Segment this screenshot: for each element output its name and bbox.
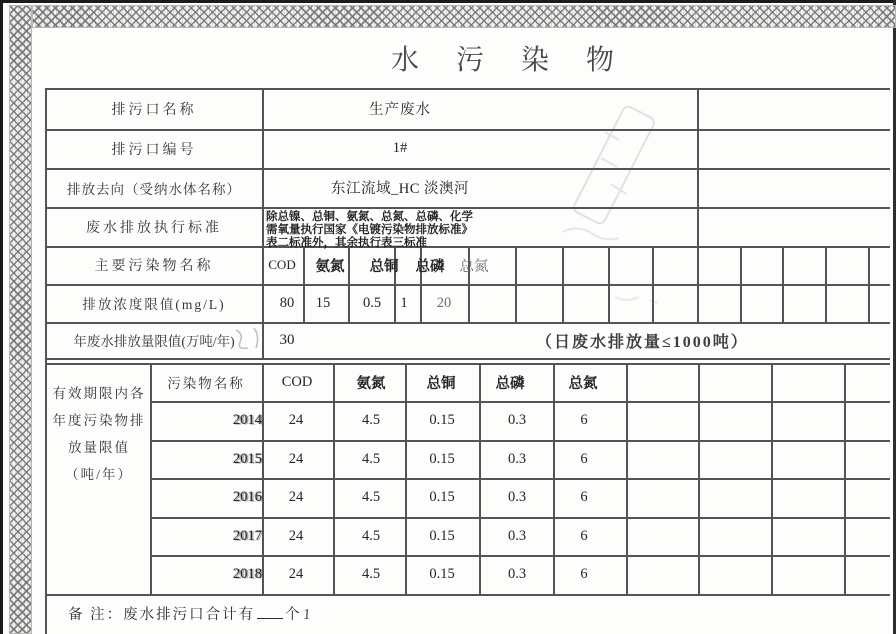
limit-cu: 0.15: [429, 527, 455, 544]
limit-value-cu: 0.5: [362, 294, 382, 311]
table-line: [553, 363, 555, 594]
field-value-outlet-number: 1#: [392, 140, 408, 156]
pollutant-header-cod: COD: [268, 257, 296, 272]
field-label-annual-volume: 年废水排放量限值(万吨/年): [73, 334, 235, 349]
limit-p: 0.3: [507, 566, 527, 582]
handwriting-artifact: [230, 324, 270, 354]
limit-cod: 24: [288, 527, 304, 544]
field-label-outlet-number: 排污口编号: [111, 142, 197, 158]
table-line: [844, 363, 846, 594]
limit-cu: 0.15: [429, 489, 455, 505]
table-line: [45, 358, 890, 360]
limit-cod: 24: [288, 566, 304, 582]
table-line: [562, 246, 564, 322]
field-value-discharge-destination: 东江流域_HC 淡澳河: [330, 181, 470, 197]
limit-n: 6: [580, 450, 588, 467]
subtable-header-p: 总磷: [495, 375, 525, 392]
field-label-outlet-name: 排污口名称: [111, 102, 197, 118]
page-title: 水 污 染 物: [390, 45, 629, 76]
limit-value-p: 1: [400, 294, 408, 311]
blank-line: [257, 604, 283, 619]
standard-line: 需氧量执行国家《电镀污染物排放标准》: [266, 224, 473, 236]
limit-nh3n: 4.5: [361, 566, 381, 582]
standard-line: 表二标准外，其余执行表三标准: [266, 237, 427, 249]
table-line: [652, 246, 654, 322]
table-line: [333, 363, 335, 594]
label-line: 年度污染物排: [52, 413, 146, 428]
field-value-outlet-name: 生产废水: [369, 102, 431, 118]
limit-nh3n: 4.5: [361, 527, 381, 544]
table-line: [698, 363, 700, 594]
limit-value-n: 20: [436, 294, 452, 311]
table-line: [771, 363, 773, 594]
limit-cu: 0.15: [429, 412, 455, 428]
limit-cod: 24: [288, 450, 304, 467]
field-value-annual-volume: 30: [279, 331, 295, 348]
decorative-border-left: [9, 5, 32, 634]
remark-label: 备 注：: [68, 607, 124, 623]
year-cell: 2015: [233, 450, 262, 467]
subtable-header-nh3n: 氨氮: [356, 375, 386, 392]
table-line: [782, 246, 784, 322]
limit-nh3n: 4.5: [361, 412, 381, 428]
scan-edge-left: [0, 0, 3, 634]
field-label-discharge-standard: 废水排放执行标准: [86, 220, 222, 236]
remark-text: 废水排污口合计有: [123, 607, 256, 623]
limit-p: 0.3: [507, 412, 527, 428]
subtable-header-cod: COD: [281, 373, 313, 390]
scan-edge-top: [0, 0, 896, 3]
field-label-discharge-destination: 排放去向（受纳水体名称）: [67, 181, 241, 197]
subtable-header-pollutant-name: 污染物名称: [167, 376, 245, 391]
table-line: [608, 246, 610, 322]
daily-volume-stamp-note: （日废水排放量≤1000吨）: [536, 334, 749, 351]
table-line: [479, 363, 481, 594]
decorative-border-top: [32, 5, 896, 28]
label-line: 放量限值: [68, 440, 130, 455]
label-line: （吨/年）: [65, 467, 133, 482]
subtable-header-n: 总氮: [568, 375, 598, 392]
pollutant-header-n: 总氮: [459, 258, 489, 275]
subtable-header-cu: 总铜: [426, 375, 456, 392]
limit-n: 6: [580, 489, 588, 505]
table-line: [626, 363, 628, 594]
table-line: [740, 246, 742, 322]
year-cell: 2017: [233, 527, 262, 544]
pollutant-header-nh3n: 氨氮: [315, 258, 345, 275]
field-label-concentration-limit: 排放浓度限值(mg/L): [82, 297, 226, 312]
remark-suffix: 个: [285, 607, 302, 623]
limit-cod: 24: [288, 412, 304, 428]
field-label-annual-pollutant-limits: [48, 380, 150, 488]
year-cell: 2016: [233, 489, 262, 505]
limit-n: 6: [580, 566, 588, 582]
year-cell: 2018: [233, 566, 262, 582]
standard-line: 除总镍、总铜、氨氮、总氮、总磷、化学: [266, 211, 473, 223]
label-line: 有效期限内各: [52, 386, 146, 401]
remark-row: [68, 603, 312, 624]
limit-cu: 0.15: [429, 566, 455, 582]
field-value-discharge-standard: [266, 211, 506, 250]
table-line: [697, 88, 699, 322]
limit-nh3n: 4.5: [361, 450, 381, 467]
limit-n: 6: [580, 527, 588, 544]
limit-p: 0.3: [507, 489, 527, 505]
table-line: [45, 88, 47, 634]
limit-nh3n: 4.5: [361, 489, 381, 505]
limit-value-nh3n: 15: [315, 294, 331, 311]
year-cell: 2014: [233, 412, 262, 428]
handwritten-mark: 1: [302, 606, 313, 624]
limit-cu: 0.15: [429, 450, 455, 467]
limit-p: 0.3: [507, 450, 527, 467]
table-line: [825, 246, 827, 322]
pollutant-header-p: 总磷: [415, 258, 445, 275]
pollutant-header-cu: 总铜: [369, 258, 399, 275]
field-label-main-pollutants: 主要污染物名称: [94, 259, 214, 274]
table-line: [45, 594, 890, 596]
table-line: [515, 246, 517, 322]
table-line: [868, 246, 870, 322]
limit-value-cod: 80: [279, 294, 295, 311]
limit-cod: 24: [288, 489, 304, 505]
limit-n: 6: [580, 412, 588, 428]
table-line: [405, 363, 407, 594]
limit-p: 0.3: [507, 527, 527, 544]
